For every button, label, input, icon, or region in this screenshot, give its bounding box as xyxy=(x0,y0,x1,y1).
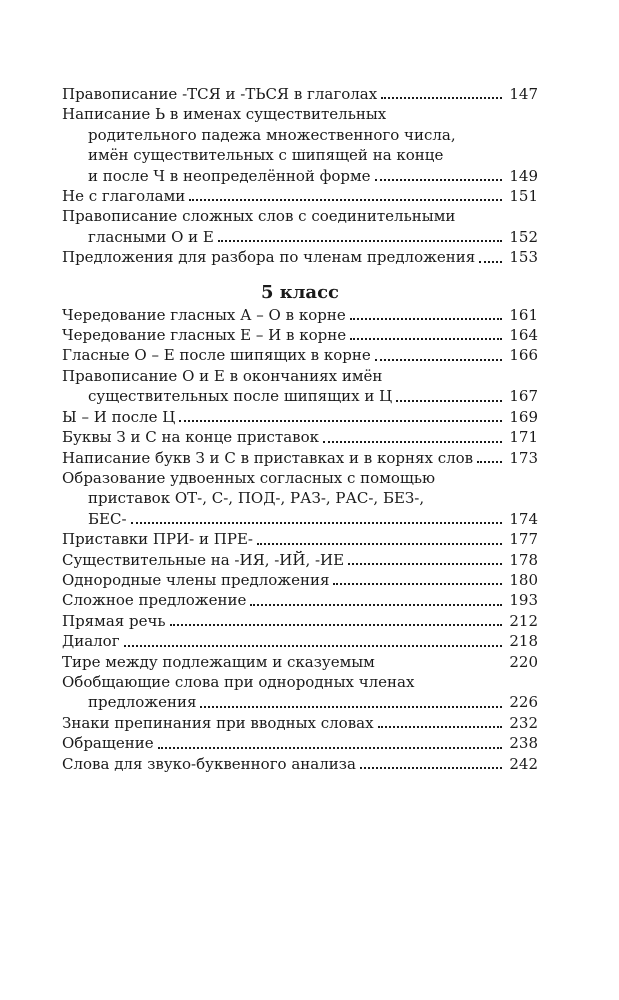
toc-entry-last-line xyxy=(62,186,538,206)
toc-page-number: 164 xyxy=(509,326,538,345)
toc-entry-title: Сложное предложение xyxy=(62,591,247,610)
toc-entry-title: Написание букв З и С в приставках и в корнях слов xyxy=(62,448,474,467)
toc-page-number: 161 xyxy=(509,305,538,324)
toc-entry-last-line xyxy=(62,550,538,570)
toc-entry-title: Обращение xyxy=(62,734,154,753)
toc-entry-last-line xyxy=(62,692,538,712)
toc-entry-last-line xyxy=(62,427,538,447)
toc-entry-line: приставок ОТ-, С-, ПОД-, РАЗ-, РАС-, БЕЗ-, xyxy=(88,489,425,508)
toc-entry-title: Приставки ПРИ- и ПРЕ- xyxy=(62,530,253,549)
section-heading: 5 класс xyxy=(260,281,340,303)
dot-leader xyxy=(124,645,502,647)
toc-page-number: 238 xyxy=(509,734,538,753)
toc-page-number: 226 xyxy=(509,693,538,712)
toc-entry-last-line xyxy=(62,345,538,365)
toc-entry-line: Написание Ь в именах существительных xyxy=(62,105,387,124)
toc-entry-title: Существительные на -ИЯ, -ИЙ, -ИЕ xyxy=(62,550,345,569)
dot-leader xyxy=(200,706,502,708)
dot-leader xyxy=(360,767,502,769)
toc-entry-title: Однородные члены предложения xyxy=(62,570,330,589)
toc-entry[interactable] xyxy=(62,84,538,104)
toc-page-number: 212 xyxy=(509,611,538,630)
dot-leader xyxy=(479,261,502,263)
toc-entry[interactable] xyxy=(62,366,538,407)
toc-entry-last-line xyxy=(62,652,538,672)
toc-entry-last-line xyxy=(62,754,538,774)
toc-page-number: 180 xyxy=(509,570,538,589)
toc-entry[interactable] xyxy=(62,325,538,345)
toc-entry-last-line xyxy=(62,611,538,631)
toc-entry[interactable] xyxy=(62,611,538,631)
toc-entry-title: Не с глаголами xyxy=(62,187,186,206)
toc-entry-last-line xyxy=(62,733,538,753)
toc-entry-last-line xyxy=(62,509,538,529)
toc-entry[interactable] xyxy=(62,186,538,206)
toc-page-number: 171 xyxy=(509,428,538,447)
toc-entry-last-line xyxy=(62,713,538,733)
toc-entry[interactable] xyxy=(62,206,538,247)
toc-page-number: 166 xyxy=(509,346,538,365)
toc-page-number: 218 xyxy=(509,632,538,651)
toc-entry[interactable] xyxy=(62,733,538,753)
toc-page-number: 169 xyxy=(509,407,538,426)
toc-entry-title: БЕС- xyxy=(88,509,127,528)
toc-entry-last-line xyxy=(62,305,538,325)
toc-page-number: 153 xyxy=(509,248,538,267)
toc-entry-last-line xyxy=(62,631,538,651)
dot-leader xyxy=(179,420,502,422)
toc-entry[interactable] xyxy=(62,448,538,468)
toc-list-grade-5 xyxy=(62,305,538,774)
toc-entry[interactable] xyxy=(62,570,538,590)
toc-entry-title: Чередование гласных А – О в корне xyxy=(62,305,346,324)
toc-entry-last-line xyxy=(62,166,538,186)
toc-entry-title: Прямая речь xyxy=(62,611,166,630)
dot-leader xyxy=(189,199,502,201)
toc-entry-title: гласными О и Е xyxy=(88,227,214,246)
toc-entry[interactable] xyxy=(62,305,538,325)
toc-page-number: 220 xyxy=(509,652,538,671)
toc-entry[interactable] xyxy=(62,247,538,267)
toc-page-number: 177 xyxy=(509,530,538,549)
table-of-contents xyxy=(62,84,538,774)
toc-entry[interactable] xyxy=(62,550,538,570)
toc-page-number: 242 xyxy=(509,754,538,773)
toc-entry-last-line xyxy=(62,84,538,104)
toc-entry[interactable] xyxy=(62,590,538,610)
toc-entry[interactable] xyxy=(62,407,538,427)
dot-leader xyxy=(350,338,502,340)
toc-entry[interactable] xyxy=(62,468,538,529)
toc-entry-title: Диалог xyxy=(62,632,120,651)
toc-entry-line: имён существительных с шипящей на конце xyxy=(88,146,444,165)
dot-leader xyxy=(375,179,502,181)
toc-entry[interactable] xyxy=(62,652,538,672)
toc-entry-title: Правописание -ТСЯ и -ТЬСЯ в глаголах xyxy=(62,85,378,103)
toc-list-previous-grade xyxy=(62,84,538,268)
dot-leader xyxy=(396,400,502,402)
toc-entry-line: Образование удвоенных согласных с помощью xyxy=(62,468,436,487)
toc-entry-last-line xyxy=(62,325,538,345)
toc-page-number: 232 xyxy=(509,713,538,732)
toc-page-number: 151 xyxy=(509,187,538,206)
toc-entry-last-line xyxy=(62,386,538,406)
dot-leader xyxy=(477,461,502,463)
toc-entry-last-line xyxy=(62,448,538,468)
toc-page-number: 173 xyxy=(509,448,538,467)
toc-entry-title: Знаки препинания при вводных словах xyxy=(62,713,374,732)
toc-entry[interactable] xyxy=(62,345,538,365)
toc-entry-last-line xyxy=(62,570,538,590)
toc-entry-title: Гласные О – Е после шипящих в корне xyxy=(62,346,371,365)
toc-entry[interactable] xyxy=(62,754,538,774)
dot-leader xyxy=(170,624,502,626)
toc-entry[interactable] xyxy=(62,427,538,447)
dot-leader xyxy=(348,563,502,565)
toc-entry[interactable] xyxy=(62,672,538,713)
toc-entry-title: Буквы З и С на конце приставок xyxy=(62,428,319,447)
dot-leader xyxy=(218,240,502,242)
toc-page-number: 149 xyxy=(509,166,538,185)
toc-entry[interactable] xyxy=(62,529,538,549)
toc-entry[interactable] xyxy=(62,631,538,651)
dot-leader xyxy=(250,604,502,606)
toc-entry-title: Слова для звуко-буквенного анализа xyxy=(62,754,356,773)
dot-leader xyxy=(375,359,502,361)
dot-leader xyxy=(350,318,502,320)
toc-entry-line: родительного падежа множественного числа, xyxy=(88,125,456,144)
toc-entry[interactable] xyxy=(62,713,538,733)
toc-page-number: 147 xyxy=(509,85,538,103)
dot-leader xyxy=(158,747,502,749)
toc-page-number: 174 xyxy=(509,509,538,528)
toc-entry-title: и после Ч в неопределённой форме xyxy=(88,166,371,185)
toc-entry-title: Ы – И после Ц xyxy=(62,407,176,426)
toc-entry-title: Чередование гласных Е – И в корне xyxy=(62,326,347,345)
dot-leader xyxy=(323,441,502,443)
dot-leader xyxy=(131,522,502,524)
toc-entry-last-line xyxy=(62,247,538,267)
toc-entry-line: Правописание сложных слов с соединительными xyxy=(62,207,456,226)
toc-page-number: 193 xyxy=(509,591,538,610)
toc-entry-line: Обобщающие слова при однородных членах xyxy=(62,672,415,691)
toc-page-number: 167 xyxy=(509,387,538,406)
toc-entry[interactable] xyxy=(62,104,538,186)
toc-entry-last-line xyxy=(62,407,538,427)
toc-page-number: 152 xyxy=(509,227,538,246)
toc-page-number: 178 xyxy=(509,550,538,569)
toc-entry-title: Предложения для разбора по членам предложения xyxy=(62,248,476,267)
toc-entry-last-line xyxy=(62,227,538,247)
dot-leader xyxy=(257,543,502,545)
toc-entry-line: Правописание О и Е в окончаниях имён xyxy=(62,366,383,385)
toc-entry-title: предложения xyxy=(88,693,197,712)
toc-entry-last-line xyxy=(62,590,538,610)
toc-entry-title: существительных после шипящих и Ц xyxy=(88,387,393,406)
dot-leader xyxy=(333,583,502,585)
dot-leader xyxy=(378,726,502,728)
dot-leader xyxy=(381,97,502,99)
toc-entry-last-line xyxy=(62,529,538,549)
toc-entry-title: Тире между подлежащим и сказуемым xyxy=(62,652,375,671)
